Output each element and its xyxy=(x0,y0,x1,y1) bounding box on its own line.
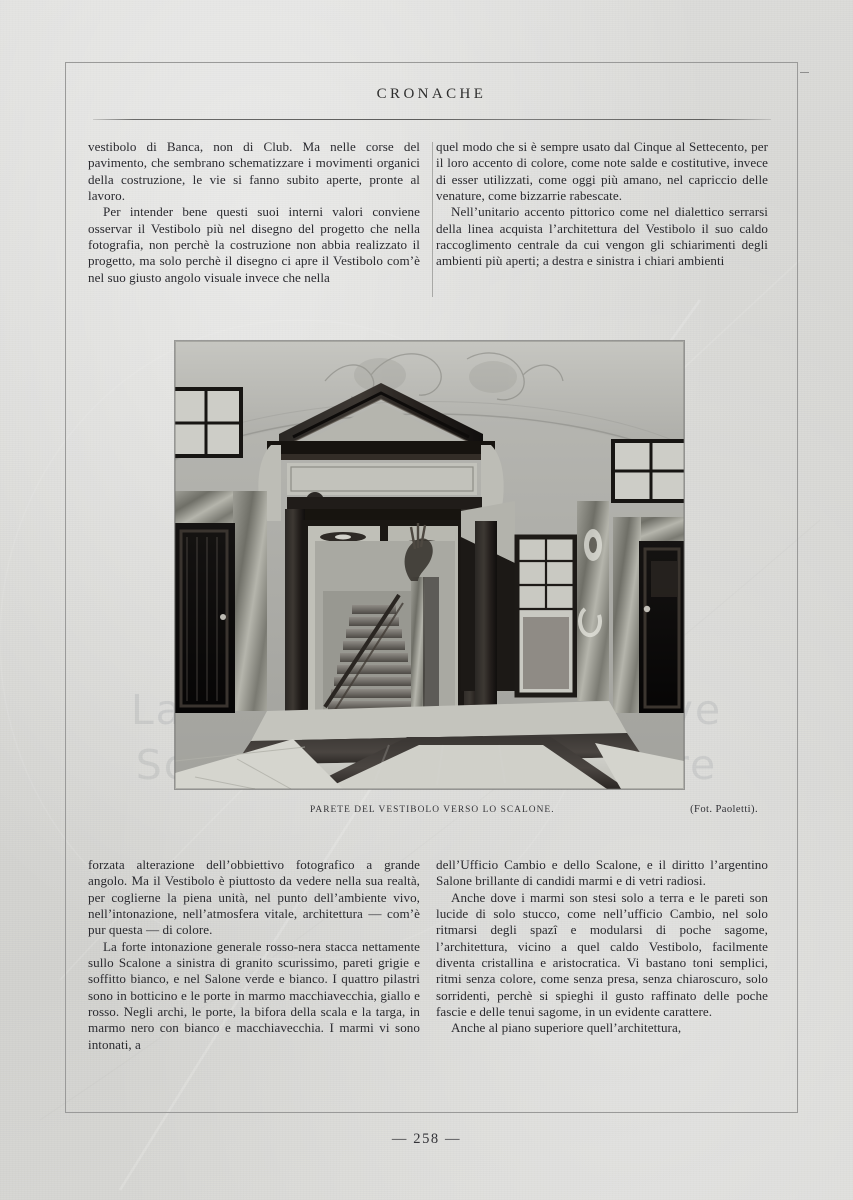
column-divider-rule xyxy=(432,142,433,297)
paragraph: forzata alterazione dell’obbiettivo fotografico a grande angolo. Ma il Vestibolo è piuttosto da vedere nella sua realtà, per coglierne la piena unità, nel punto dell’ambiente vivo, nell’intonazione, nell’atmosfera vitale, architettura — com’è pur questa — di colore. xyxy=(88,857,420,938)
vestibule-photograph xyxy=(175,341,684,789)
paragraph: La forte intonazione generale rosso-nera stacca nettamente sullo Scalone a sinistra di granito scurissimo, pareti grigie e soffitto bianco, e nel Salone verde e bianco. I quattro pilastri sono in botticino e le porte in marmo macchiavecchia, giallo e rosso. Negli archi, le porte, la bifora della scala e la targa, in marmo nero con bianco e macchiavecchia. I marmi vi sono intonati, a xyxy=(88,938,420,1052)
paragraph: quel modo che si è sempre usato dal Cinque al Settecento, per il loro accento di colore, come note salde e costitutive, invece di esser utilizzati, come oggi più amano, nel capriccio delle venature, come bizzarrie rabescate. xyxy=(436,139,768,204)
paragraph: Nell’unitario accento pittorico come nel dialettico serrarsi della linea acquista l’architettura del Vestibolo il suo caldo raccoglimento centrale da cui vengon gli schiarimenti degli ambienti più aperti; a destra e sinistra i chiari ambienti xyxy=(436,204,768,269)
paragraph: dell’Ufficio Cambio e dello Scalone, e il diritto l’argentino Salone brillante di candidi marmi e di vetri radiosi. xyxy=(436,857,768,889)
top-left-column xyxy=(88,139,420,286)
registration-tick-mark xyxy=(800,72,809,73)
paragraph: Anche dove i marmi son stesi solo a terra e le pareti son lucide di solo stucco, come nell’ufficio Cambio, nel solo ritmarsi degli spazî e modularsi di poche sagome, l’architettura, vicino a quel caldo Vestibolo, facilmente diventa cristallina e aristocratica. Vi bastano toni semplici, ritmi senza colore, come senza presa, senza chiaroscuro, solo sorridenti, perchè si spieghi il gusto raffinato delle poche fascie e delle tenui sagome, in un evidente carattere. xyxy=(436,889,768,1020)
paragraph: vestibolo di Banca, non di Club. Ma nelle corse del pavimento, che sembrano schematizzare i movimenti organici della costruzione, le vie si fanno subito aperte, pronte al lavoro. xyxy=(88,139,420,204)
paragraph: Per intender bene questi suoi interni valori conviene osservar il Vestibolo più nel disegno del progetto che nella fotografia, non perchè la costruzione non abbia realizzato il progetto, ma solo perchè il disegno ci apre il Vestibolo com’è nel suo giusto angolo visuale invece che nella xyxy=(88,204,420,285)
running-head: CRONACHE xyxy=(376,86,487,102)
paragraph: Anche al piano superiore quell’architettura, xyxy=(451,1020,682,1036)
photograph-plate xyxy=(175,341,684,789)
header-rule xyxy=(93,119,771,120)
photo-credit: (Fot. Paoletti). xyxy=(690,804,758,815)
plate-caption-row xyxy=(175,804,760,815)
top-right-column xyxy=(436,139,768,270)
bottom-left-column xyxy=(88,857,420,1053)
bottom-right-column xyxy=(436,857,768,1037)
page-number: — 258 — xyxy=(391,1131,462,1147)
plate-caption: PARETE DEL VESTIBOLO VERSO LO SCALONE. xyxy=(310,805,555,815)
